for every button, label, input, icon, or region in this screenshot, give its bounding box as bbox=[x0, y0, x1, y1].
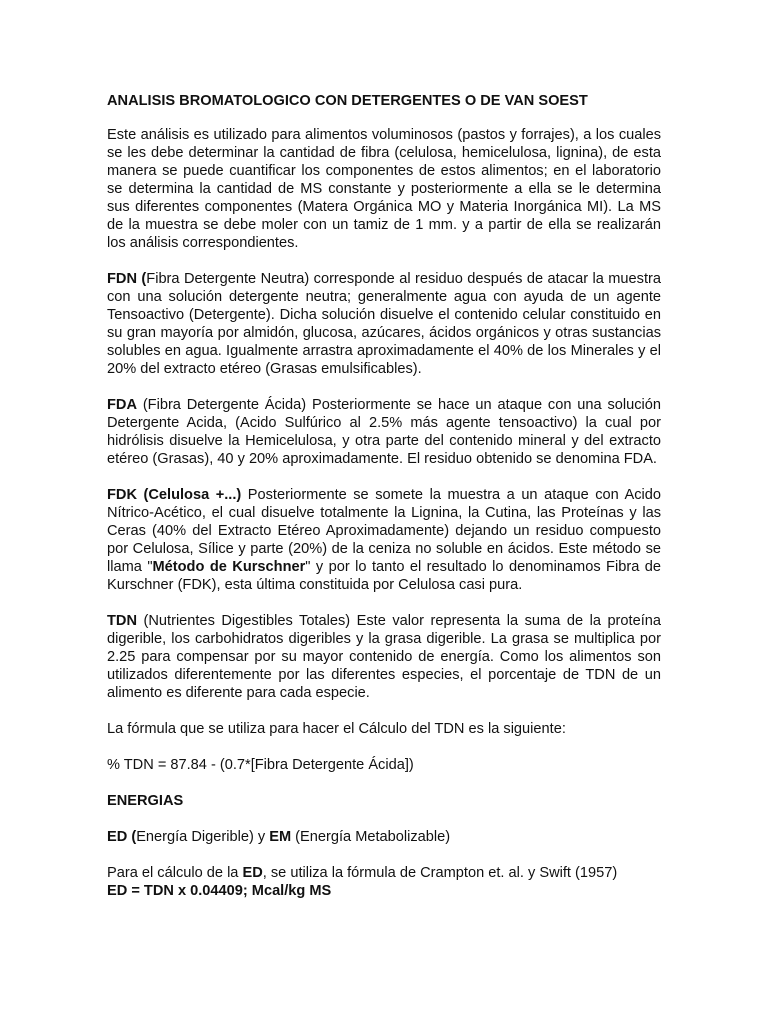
ed-calc-text-after: , se utiliza la fórmula de Crampton et. al. y Swift (1957) bbox=[262, 865, 618, 881]
ed-calc-line bbox=[107, 864, 661, 882]
intro-paragraph: Este análisis es utilizado para alimentos voluminosos (pastos y forrajes), a los cuales se les debe determinar la cantidad de fibra (celulosa, hemicelulosa, lignina), de esta manera se puede cuantificar los componentes de estos alimentos; en el laboratorio se determina la cantidad de MS constante y posteriormente a ella se le determina sus diferentes componentes (Matera Orgánica MO y Materia Inorgánica MI). La MS de la muestra se debe moler con un tamiz de 1 mm. y a partir de ella se realizarán los análisis correspondientes. bbox=[107, 127, 661, 251]
fda-text: (Fibra Detergente Ácida) Posteriormente se hace un ataque con una solución Detergente Acida, (Acido Sulfúrico al 2.5% más agente tensoactivo) la cual por hidrólisis disuelve la Hemicelulosa, y otra parte del contenido mineral y del extracto etéreo (Grasas), 40 y 20% aproximadamente. El residuo obtenido se denomina FDA. bbox=[107, 397, 661, 467]
em-description: (Energía Metabolizable) bbox=[291, 829, 451, 845]
ed-label: ED ( bbox=[107, 829, 137, 845]
em-label: EM bbox=[269, 829, 292, 845]
fdk-text-after: " y por lo tanto el resultado lo denominamos Fibra de Kurschner (FDK), esta última constituida por Celulosa casi pura. bbox=[107, 559, 661, 593]
fdn-paragraph bbox=[107, 270, 661, 378]
energias-heading: ENERGIAS bbox=[107, 793, 184, 809]
tdn-text: (Nutrientes Digestibles Totales) Este valor representa la suma de la proteína digerible, los carbohidratos digeribles y la grasa digerible. La grasa se multiplica por 2.25 para compensar por su mayor contenido de energía. Como los alimentos son utilizados diferentemente por las diferentes especies, el porcentaje de TDN de un alimento es diferente para cada especie. bbox=[107, 613, 661, 701]
document-page bbox=[107, 92, 661, 900]
fdk-paragraph bbox=[107, 486, 661, 594]
formula-intro: La fórmula que se utiliza para hacer el Cálculo del TDN es la siguiente: bbox=[107, 721, 566, 737]
fda-paragraph bbox=[107, 396, 661, 468]
fdn-label: FDN ( bbox=[107, 271, 147, 287]
fda-label: FDA bbox=[107, 397, 137, 413]
fdk-label: FDK (Celulosa +...) bbox=[107, 487, 242, 503]
ed-formula: ED = TDN x 0.04409; Mcal/kg MS bbox=[107, 883, 332, 899]
energy-line bbox=[107, 828, 661, 846]
tdn-label: TDN bbox=[107, 613, 137, 629]
ed-description: Energía Digerible) y bbox=[136, 829, 270, 845]
document-title: ANALISIS BROMATOLOGICO CON DETERGENTES O DE VAN SOEST bbox=[107, 93, 588, 109]
ed-calc-ed: ED bbox=[242, 865, 263, 881]
fdk-method-name: Método de Kurschner bbox=[152, 559, 306, 575]
ed-calc-text-before: Para el cálculo de la bbox=[107, 865, 243, 881]
fdk-text-before: Posteriormente se somete la muestra a un ataque con Acido Nítrico-Acético, el cual disuelve totalmente la Lignina, la Cutina, las Proteínas y las Ceras (40% del Extracto Etéreo Aproximadamente) dejando un residuo compuesto por Celulosa, Sílice y parte (20%) de la ceniza no soluble en ácidos. Este método se llama " bbox=[107, 487, 661, 575]
fdn-text: Fibra Detergente Neutra) corresponde al residuo después de atacar la muestra con una solución detergente neutra; generalmente agua con ayuda de un agente Tensoactivo (Detergente). Dicha solución disuelve el contenido celular constituido en su gran mayoría por almidón, glucosa, azúcares, ácidos orgánicos y otras sustancias solubles en agua. Igualmente arrastra aproximadamente el 40% de los Minerales y el 20% del extracto etéreo (Grasas emulsificables). bbox=[107, 271, 661, 377]
tdn-formula: % TDN = 87.84 - (0.7*[Fibra Detergente Ácida]) bbox=[107, 757, 414, 773]
tdn-paragraph bbox=[107, 612, 661, 702]
